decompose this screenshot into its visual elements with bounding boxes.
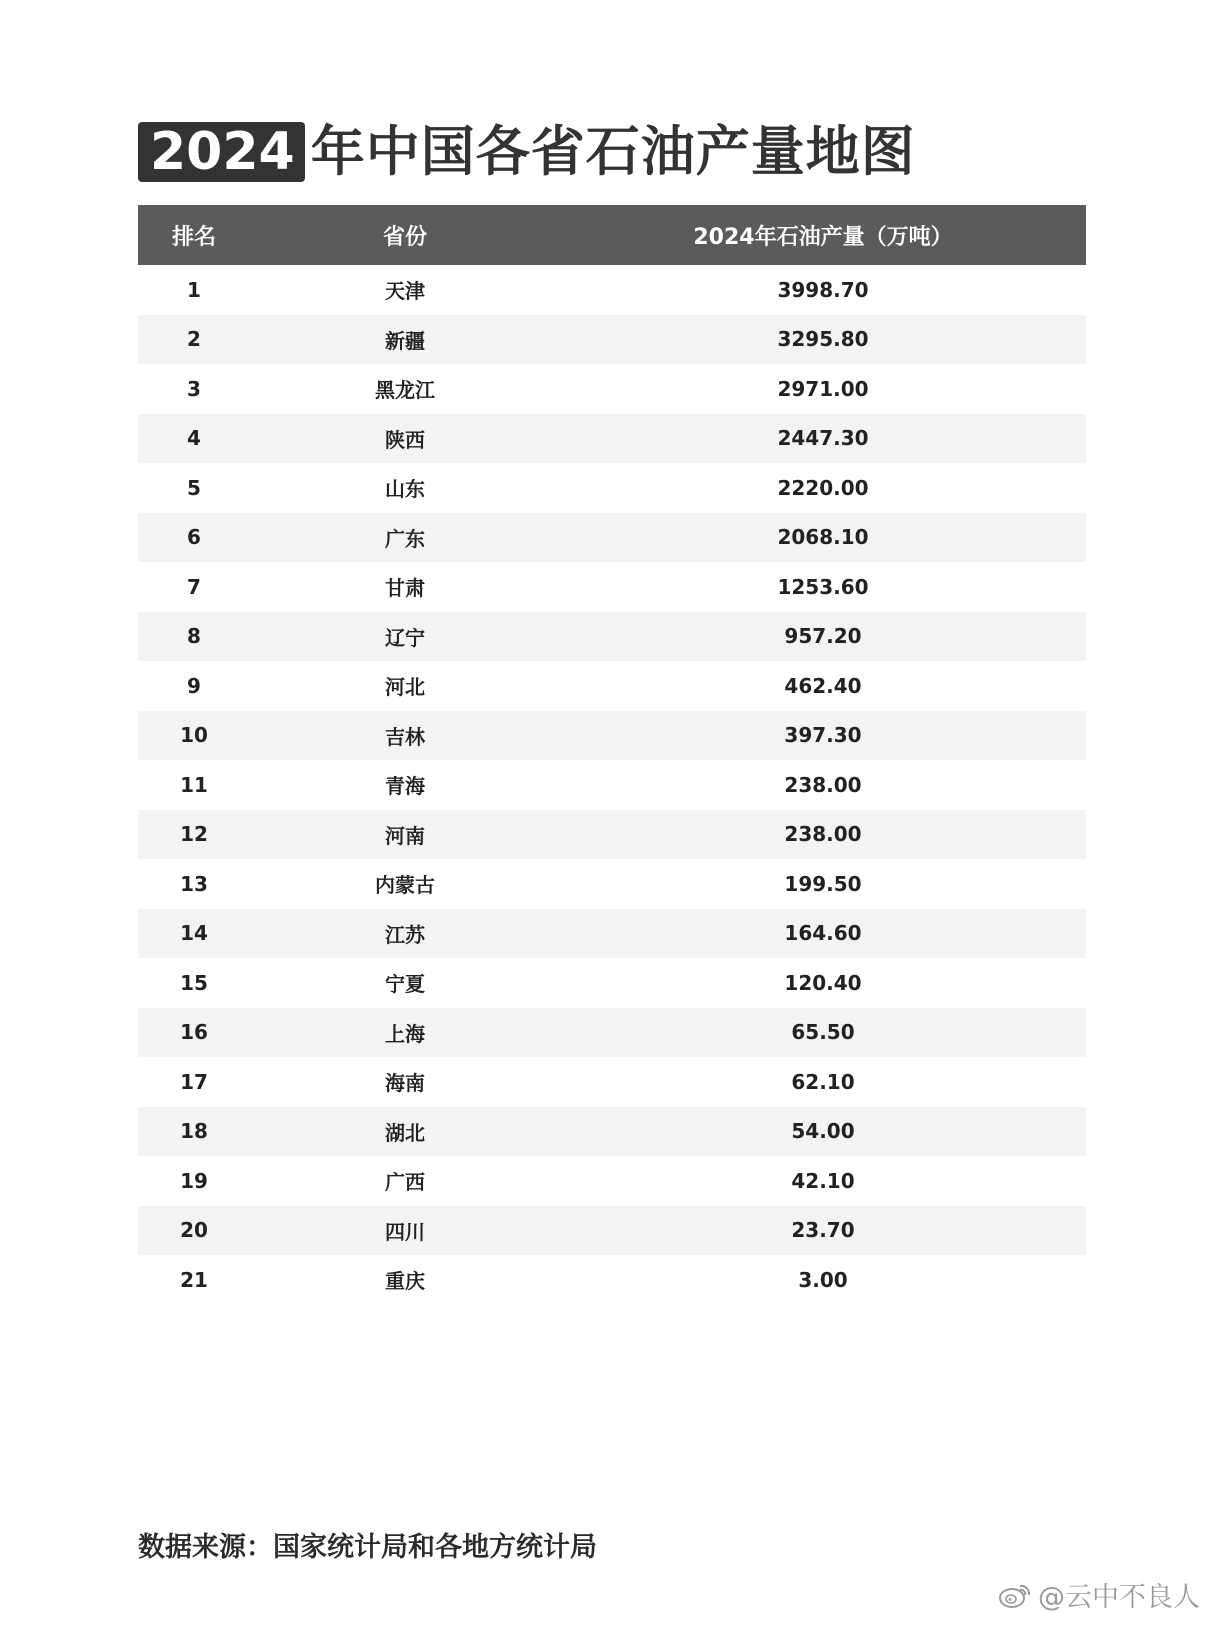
page-title bbox=[138, 120, 916, 184]
cell-rank: 4 bbox=[187, 426, 201, 451]
cell-province: 四川 bbox=[385, 1219, 425, 1244]
table-row bbox=[138, 1057, 1086, 1107]
cell-province: 青海 bbox=[385, 774, 425, 799]
table-row bbox=[138, 612, 1086, 662]
watermark bbox=[998, 1575, 1200, 1614]
header-province: 省份 bbox=[382, 224, 427, 250]
table-row bbox=[138, 315, 1086, 365]
table-row bbox=[138, 414, 1086, 464]
table-row bbox=[138, 1008, 1086, 1058]
table-header bbox=[138, 205, 1086, 265]
table-row bbox=[138, 364, 1086, 414]
table-row bbox=[138, 1206, 1086, 1256]
cell-rank: 17 bbox=[180, 1069, 208, 1094]
cell-value: 238.00 bbox=[784, 822, 862, 847]
cell-province: 河北 bbox=[385, 675, 425, 700]
cell-value: 120.40 bbox=[784, 970, 862, 995]
cell-value: 62.10 bbox=[791, 1069, 855, 1094]
cell-rank: 11 bbox=[180, 772, 208, 797]
cell-rank: 12 bbox=[180, 822, 208, 847]
cell-province: 新疆 bbox=[385, 328, 425, 353]
cell-rank: 8 bbox=[187, 624, 201, 649]
cell-value: 199.50 bbox=[784, 871, 862, 896]
cell-province: 重庆 bbox=[385, 1269, 425, 1294]
cell-value: 3998.70 bbox=[777, 277, 869, 302]
cell-value: 23.70 bbox=[791, 1218, 855, 1243]
cell-province: 天津 bbox=[385, 279, 425, 304]
table-row bbox=[138, 513, 1086, 563]
cell-value: 462.40 bbox=[784, 673, 862, 698]
cell-value: 3295.80 bbox=[777, 327, 869, 352]
cell-value: 238.00 bbox=[784, 772, 862, 797]
cell-province: 广西 bbox=[385, 1170, 425, 1195]
table-row bbox=[138, 760, 1086, 810]
header-rank: 排名 bbox=[171, 224, 216, 250]
cell-value: 2068.10 bbox=[777, 525, 869, 550]
weibo-icon bbox=[998, 1581, 1032, 1609]
cell-rank: 13 bbox=[180, 871, 208, 896]
cell-province: 辽宁 bbox=[385, 625, 425, 650]
title-text: 年中国各省石油产量地图 bbox=[310, 120, 916, 183]
table-body bbox=[138, 265, 1086, 1305]
table-row bbox=[138, 463, 1086, 513]
cell-province: 海南 bbox=[385, 1071, 425, 1096]
cell-value: 957.20 bbox=[784, 624, 862, 649]
cell-value: 1253.60 bbox=[777, 574, 869, 599]
cell-value: 2447.30 bbox=[777, 426, 869, 451]
table-row bbox=[138, 711, 1086, 761]
cell-province: 河南 bbox=[385, 823, 425, 848]
cell-rank: 9 bbox=[187, 673, 201, 698]
table-row bbox=[138, 562, 1086, 612]
cell-rank: 14 bbox=[180, 921, 208, 946]
table-row bbox=[138, 1107, 1086, 1157]
table-row bbox=[138, 859, 1086, 909]
cell-rank: 15 bbox=[180, 970, 208, 995]
cell-province: 山东 bbox=[385, 477, 425, 502]
cell-rank: 2 bbox=[187, 327, 201, 352]
cell-rank: 16 bbox=[180, 1020, 208, 1045]
table-row bbox=[138, 810, 1086, 860]
cell-province: 江苏 bbox=[385, 922, 425, 947]
cell-value: 164.60 bbox=[784, 921, 862, 946]
watermark-text: @云中不良人 bbox=[1038, 1582, 1200, 1613]
table-row bbox=[138, 265, 1086, 315]
cell-province: 甘肃 bbox=[385, 576, 425, 601]
table-row bbox=[138, 661, 1086, 711]
cell-province: 广东 bbox=[385, 526, 425, 551]
cell-province: 上海 bbox=[385, 1021, 425, 1046]
table-row bbox=[138, 958, 1086, 1008]
cell-province: 湖北 bbox=[385, 1120, 425, 1145]
cell-province: 吉林 bbox=[385, 724, 425, 749]
cell-rank: 6 bbox=[187, 525, 201, 550]
header-value: 2024年石油产量（万吨） bbox=[693, 224, 953, 250]
table-row bbox=[138, 909, 1086, 959]
title-year-badge: 2024 bbox=[138, 122, 305, 182]
cell-value: 65.50 bbox=[791, 1020, 855, 1045]
cell-rank: 21 bbox=[180, 1267, 208, 1292]
cell-rank: 19 bbox=[180, 1168, 208, 1193]
cell-province: 宁夏 bbox=[385, 972, 425, 997]
cell-value: 3.00 bbox=[798, 1267, 848, 1292]
data-source-note: 数据来源：国家统计局和各地方统计局 bbox=[138, 1532, 597, 1563]
oil-production-table bbox=[138, 205, 1086, 1305]
cell-province: 陕西 bbox=[385, 427, 425, 452]
cell-rank: 18 bbox=[180, 1119, 208, 1144]
cell-rank: 20 bbox=[180, 1218, 208, 1243]
cell-rank: 5 bbox=[187, 475, 201, 500]
cell-rank: 7 bbox=[187, 574, 201, 599]
cell-province: 内蒙古 bbox=[375, 873, 435, 898]
cell-value: 42.10 bbox=[791, 1168, 855, 1193]
cell-value: 54.00 bbox=[791, 1119, 855, 1144]
cell-value: 2220.00 bbox=[777, 475, 869, 500]
cell-rank: 3 bbox=[187, 376, 201, 401]
cell-rank: 1 bbox=[187, 277, 201, 302]
cell-rank: 10 bbox=[180, 723, 208, 748]
cell-value: 2971.00 bbox=[777, 376, 869, 401]
cell-value: 397.30 bbox=[784, 723, 862, 748]
table-row bbox=[138, 1156, 1086, 1206]
cell-province: 黑龙江 bbox=[375, 378, 435, 403]
table-row bbox=[138, 1255, 1086, 1305]
